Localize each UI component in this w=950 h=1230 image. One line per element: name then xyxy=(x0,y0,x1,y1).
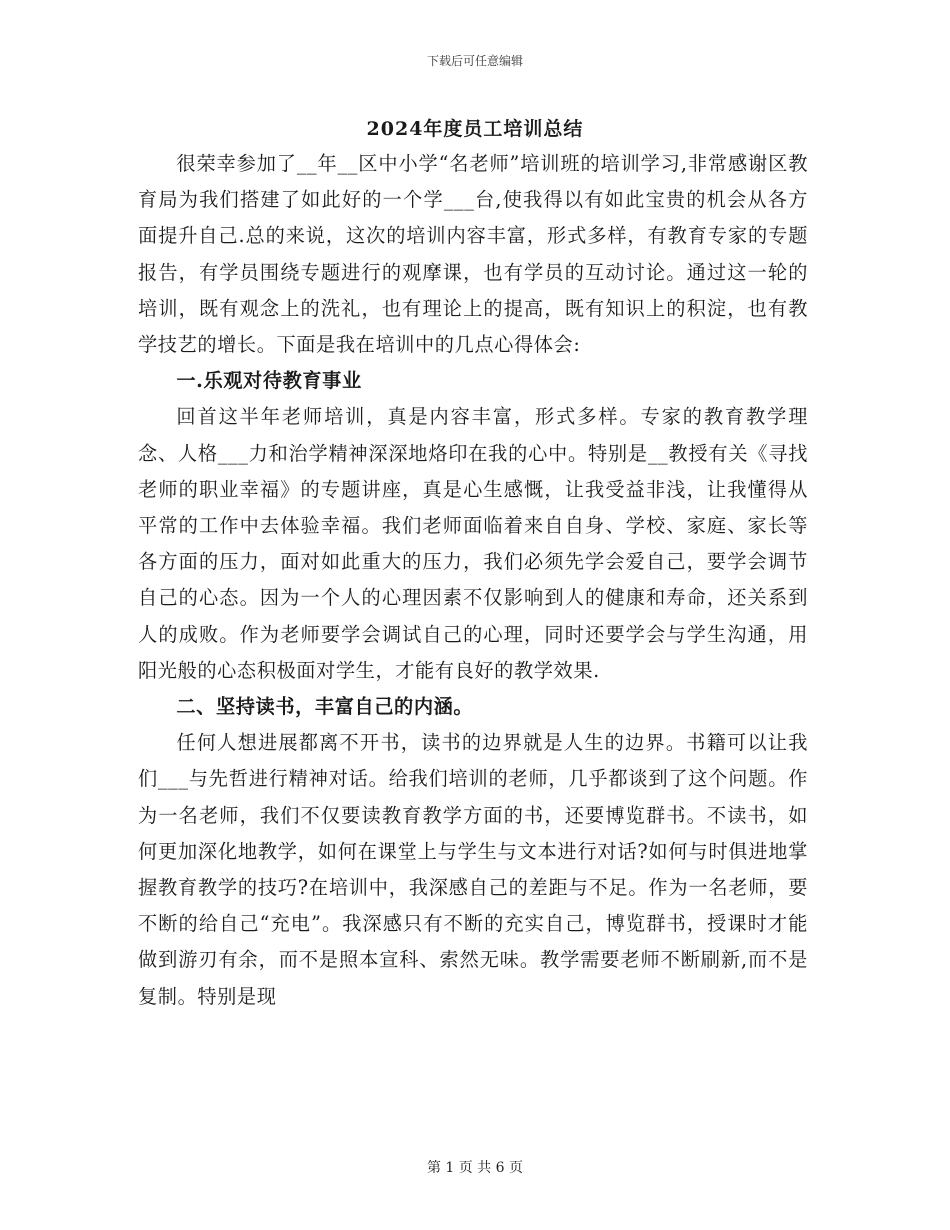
section-heading-2: 二、坚持读书，丰富自己的内涵。 xyxy=(176,695,474,719)
document-title: 2024年度员工培训总结 xyxy=(366,118,584,140)
section-2-paragraph: 任何人想进展都离不开书，读书的边界就是人生的边界。书籍可以让我们___与先哲进行精神对话。给我们培训的老师，几乎都谈到了这个问题。作为一名老师，我们不仅要读教育教学方面的书，还要博览群书。不读书，如何更加深化地教学，如何在课堂上与学生与文本进行对话?如何与时俱进地掌握教育教学的技巧?在培训中，我深感自己的差距与不足。作为一名老师，要不断的给自己“充电”。我深感只有不断的充实自己，博览群书，授课时才能做到游刃有余，而不是照本宣科、索然无味。教学需要老师不断刷新,而不是复制。特别是现 xyxy=(138,731,808,1008)
section-1-paragraph: 回首这半年老师培训，真是内容丰富，形式多样。专家的教育教学理念、人格___力和治学精神深深地烙印在我的心中。特别是__教授有关《寻找老师的职业幸福》的专题讲座，真是心生感慨，让我受益非浅，让我懂得从平常的工作中去体验幸福。我们老师面临着来自自身、学校、家庭、家长等各方面的压力，面对如此重大的压力，我们必须先学会爱自己，要学会调节自己的心态。因为一个人的心理因素不仅影响到人的健康和寿命，还关系到人的成败。作为老师要学会调试自己的心理，同时还要学会与学生沟通，用阳光般的心态积极面对学生，才能有良好的教学效果. xyxy=(138,405,808,682)
intro-paragraph: 很荣幸参加了__年__区中小学“名老师”培训班的培训学习,非常感谢区教育局为我们搭建了如此好的一个学___台,使我得以有如此宝贵的机会从各方面提升自己.总的来说，这次的培训内容丰富，形式多样，有教育专家的专题报告，有学员围绕专题进行的观摩课，也有学员的互动讨论。通过这一轮的培训，既有观念上的洗礼，也有理论上的提高，既有知识上的积淀，也有教学技艺的增长。下面是我在培训中的几点心得体会: xyxy=(138,152,808,357)
page-number-footer: 第 1 页 共 6 页 xyxy=(426,1160,524,1176)
section-heading-1: 一.乐观对待教育事业 xyxy=(176,369,362,393)
page-header-note: 下载后可任意编辑 xyxy=(426,54,523,68)
document-body xyxy=(138,146,808,1015)
